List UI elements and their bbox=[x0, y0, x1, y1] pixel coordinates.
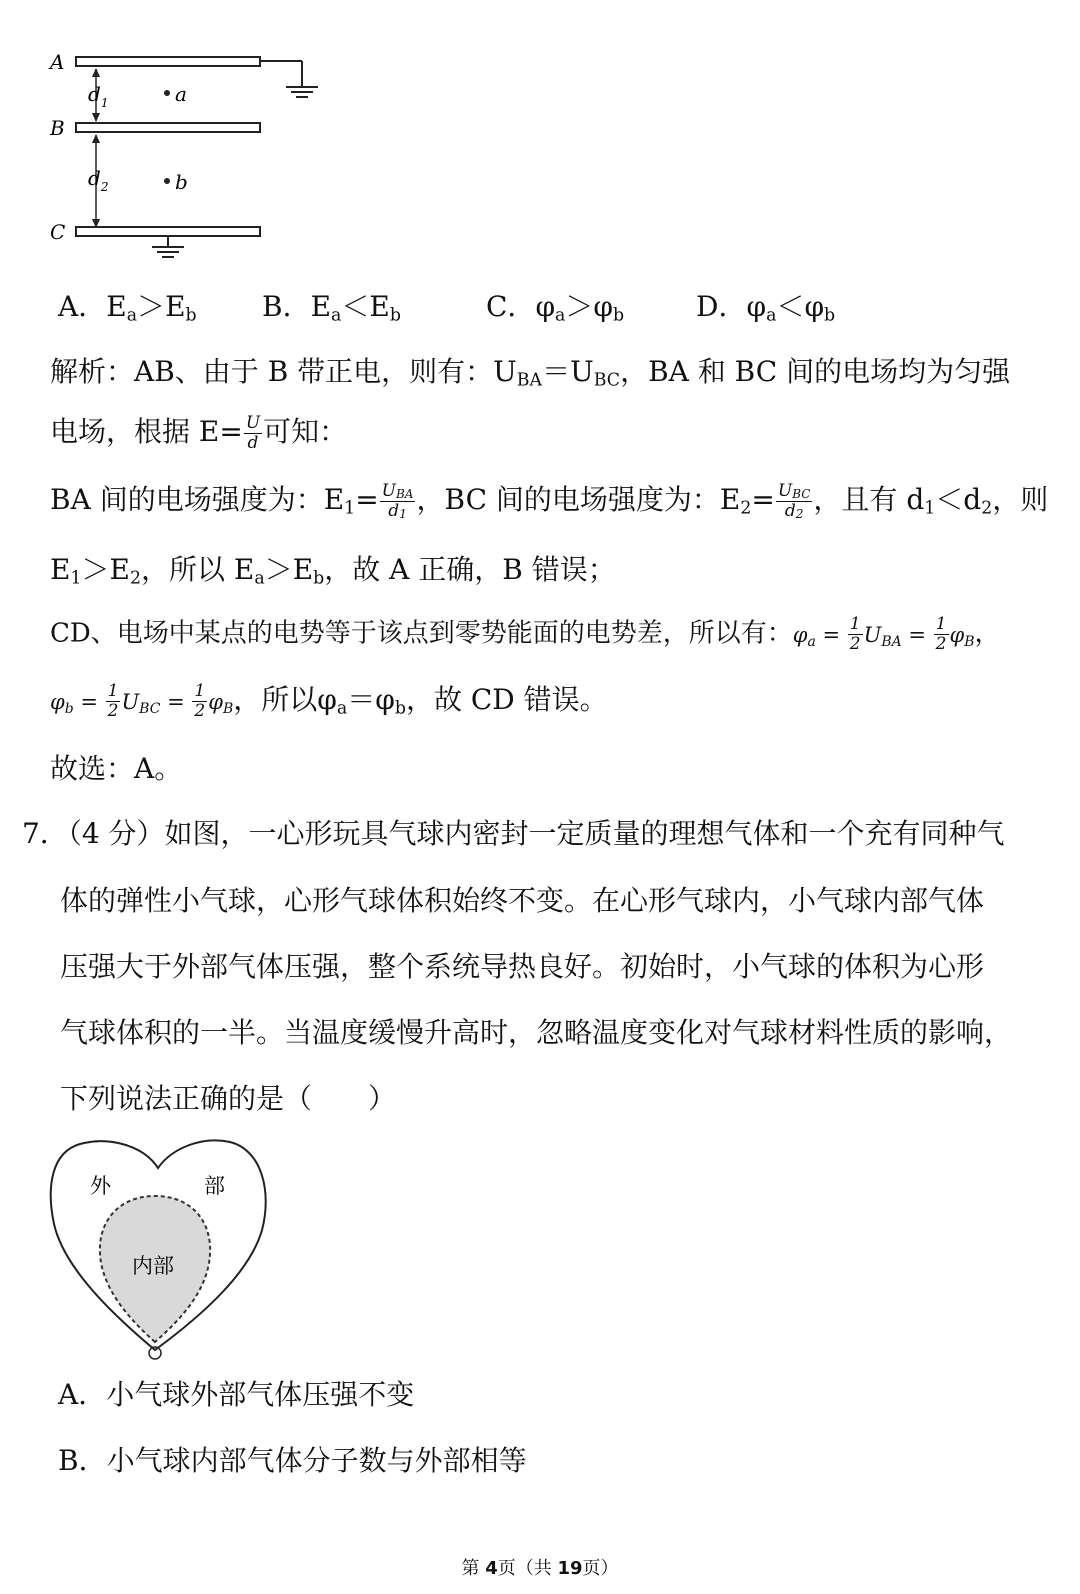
fraction-half-2: $\frac{1}{2}$ bbox=[935, 614, 947, 654]
q6-option-c: C．$\varphi_a>\varphi_b$ bbox=[486, 290, 625, 326]
outer-label-1: 外 bbox=[90, 1174, 111, 1198]
plate-b bbox=[76, 123, 260, 132]
q7-option-a: A．小气球外部气体压强不变 bbox=[58, 1378, 415, 1411]
point-b-label: b bbox=[175, 170, 188, 194]
page-footer: 第 4页（共 19页） bbox=[461, 1558, 619, 1579]
fraction-uba-over-d1: $\frac{\text{UBA}}{d1}$ bbox=[381, 481, 414, 521]
plate-a-label: A bbox=[50, 50, 65, 74]
q6-option-d: D．$\varphi_a<\varphi_b$ bbox=[696, 290, 836, 326]
page-number: 4 bbox=[485, 1558, 498, 1579]
plate-c bbox=[76, 227, 260, 236]
inner-label: 内部 bbox=[132, 1254, 174, 1278]
analysis-line-2: 电场，根据 E= $\frac{U}{d}$ 可知： bbox=[50, 413, 348, 453]
page-total: 19 bbox=[557, 1558, 583, 1579]
fraction-u-over-d: $\frac{U}{d}$ bbox=[245, 413, 261, 453]
fraction-half-3: $\frac{1}{2}$ bbox=[107, 681, 119, 721]
q7-line-3: 压强大于外部气体压强，整个系统导热良好。初始时，小气球的体积为心形 bbox=[60, 950, 985, 983]
q7-line-1: 7．（4 分）如图，一心形玩具气球内密封一定质量的理想气体和一个充有同种气 bbox=[22, 817, 1005, 850]
d1-label: $d_1$ bbox=[88, 82, 109, 110]
analysis-line-1: 解析：AB、由于 B 带正电，则有：$U_{BA}=U_{BC}$，BA 和 BC 间的电场均为匀强 bbox=[50, 355, 1011, 391]
point-b-dot bbox=[164, 178, 170, 184]
analysis-line-4: $E_1>E_2$，所以 $E_a>E_b$，故 A 正确，B 错误； bbox=[50, 553, 616, 589]
d2-label: $d_2$ bbox=[88, 166, 109, 194]
q6-option-b: B．$E_a<E_b$ bbox=[262, 290, 401, 326]
outer-label-2: 部 bbox=[204, 1174, 225, 1198]
fraction-ubc-over-d2: $\frac{\text{UBC}}{d2}$ bbox=[777, 481, 811, 521]
q7-line-4: 气球体积的一半。当温度缓慢升高时，忽略温度变化对气球材料性质的影响， bbox=[60, 1016, 1013, 1049]
fraction-half-4: $\frac{1}{2}$ bbox=[194, 681, 206, 721]
analysis-line-3: BA 间的电场强度为：$E_1=$ $\frac{\text{UBA}}{d1}$ ，BC 间的电场强度为：$E_2=$ $\frac{\text{UBC}}{d2}$ ，且有 $d_1<d_2$，则 bbox=[50, 481, 1049, 521]
q7-line-2: 体的弹性小气球，心形气球体积始终不变。在心形气球内，小气球内部气体 bbox=[60, 884, 985, 917]
plates-figure bbox=[40, 45, 340, 275]
analysis-line-5: CD、电场中某点的电势等于该点到零势能面的电势差，所以有：φa = $\frac{1}{2}$ UBA = $\frac{1}{2}$ φB， bbox=[50, 614, 1001, 654]
fraction-half-1: $\frac{1}{2}$ bbox=[849, 614, 861, 654]
point-a-dot bbox=[164, 90, 170, 96]
q6-option-a: A．$E_a>E_b$ bbox=[58, 290, 197, 326]
point-a-label: a bbox=[175, 82, 187, 106]
q7-line-5: 下列说法正确的是（ ） bbox=[60, 1082, 397, 1115]
q7-option-b: B．小气球内部气体分子数与外部相等 bbox=[58, 1444, 527, 1477]
analysis-answer: 故选：A。 bbox=[50, 752, 183, 785]
plate-a bbox=[76, 57, 260, 66]
plate-b-label: B bbox=[50, 116, 65, 140]
plate-c-label: C bbox=[50, 220, 66, 244]
heart-balloon-figure bbox=[40, 1128, 280, 1368]
analysis-line-6: φb = $\frac{1}{2}$ UBC = $\frac{1}{2}$ φB，所以$\varphi_a=\varphi_b$，故 CD 错误。 bbox=[50, 681, 608, 721]
